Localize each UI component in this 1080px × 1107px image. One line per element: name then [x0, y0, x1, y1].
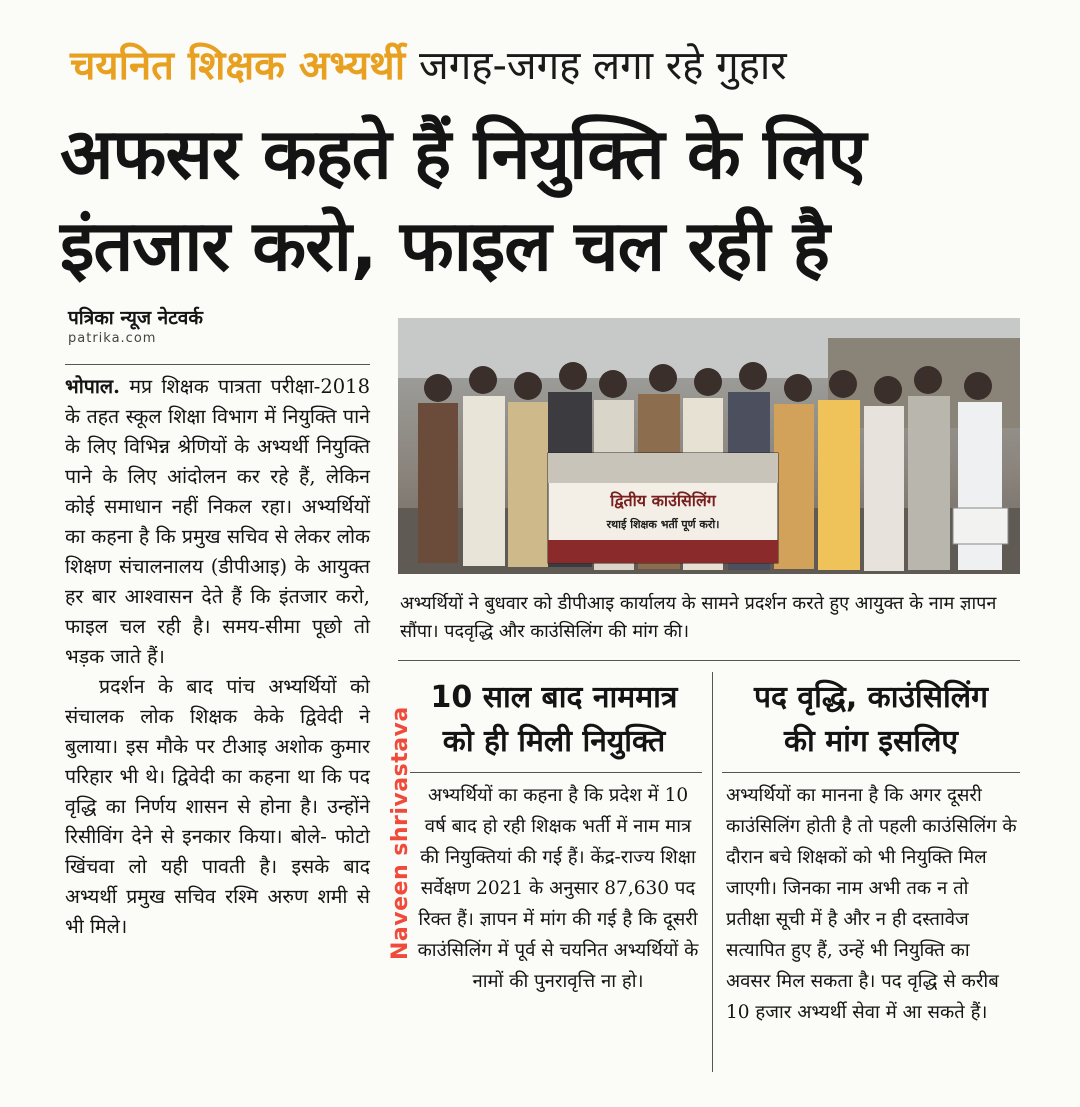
headline-line-2: इंतजार करो, फाइल चल रही है [60, 205, 829, 287]
section-2-title-line-1: 10 साल बाद नाममात्र [430, 680, 678, 715]
dateline-place: भोपाल. [65, 375, 120, 398]
column-1-para-1: मप्र शिक्षक पात्रता परीक्षा-2018 के तहत स्कूल शिक्षा विभाग में नियुक्ति पाने के लिए विभिन्न श्रेणियों के अभ्यर्थी नियुक्ति पाने के लिए आंदोलन कर रहे हैं, लेकिन कोई समाधान नहीं निकल रहा। अभ्यर्थियों का कहना है कि प्रमुख सचिव से लेकर लोक शिक्षण संचालनालय (डीपीआइ) के आयुक्त हर बार आश्वासन देते हैं कि इंतजार करो, फाइल चल रही है। समय-सीमा पूछो तो भड़क जाते हैं। [65, 375, 370, 668]
kicker-rest: जगह-जगह लगा रहे गुहार [419, 43, 787, 89]
byline-site: patrika.com [68, 331, 157, 346]
section-3-title-line-2: की मांग इसलिए [783, 724, 958, 759]
watermark-signature: Naveen shrivastava [388, 706, 413, 960]
byline [68, 306, 203, 348]
banner-text-2: रथाई शिक्षक भर्ती पूर्ण करो। [606, 518, 720, 531]
section-2-divider [410, 772, 702, 773]
section-3-divider [722, 772, 1020, 773]
section-2-title [404, 676, 704, 764]
section-2-body: अभ्यर्थियों का कहना है कि प्रदेश में 10 वर्ष बाद हो रही शिक्षक भर्ती में नाम मात्र की नियुक्तियां की गई हैं। केंद्र-राज्य शिक्षा सर्वेक्षण 2021 के अनुसार 87,630 पद रिक्त हैं। ज्ञापन में मांग की गई है कि दूसरी काउंसिलिंग में पूर्व से चयनित अभ्यर्थियों के नामों की पुनरावृत्ति ना हो। [417, 785, 699, 992]
photo-caption: अभ्यर्थियों ने बुधवार को डीपीआइ कार्यालय के सामने प्रदर्शन करते हुए आयुक्त के नाम ज्ञापन सौंपा। पदवृद्धि और काउंसिलिंग की मांग की। [400, 593, 997, 642]
section-3-body: अभ्यर्थियों का मानना है कि अगर दूसरी काउंसिलिंग होती है तो पहली काउंसिलिंग के दौरान बचे शिक्षकों को भी नियुक्ति मिल जाएगी। जिनका नाम अभी तक न तो प्रतीक्षा सूची में है और न ही दस्तावेज सत्यापित हुए हैं, उन्हें भी नियुक्ति का अवसर मिल सकता है। पद वृद्धि से करीब 10 हजार अभ्यर्थी सेवा में आ सकते हैं। [726, 785, 1017, 1023]
protest-photo-illustration [398, 318, 1020, 574]
column-divider [712, 672, 713, 1072]
protest-photo [398, 318, 1020, 574]
kicker-line [70, 38, 787, 94]
section-3-title [718, 676, 1024, 764]
caption-divider [398, 660, 1020, 661]
headline [60, 108, 865, 292]
headline-line-1: अफसर कहते हैं नियुक्ति के लिए [60, 113, 866, 195]
banner-text-1: द्वितीय काउंसिलिंग [610, 491, 716, 510]
byline-divider [65, 364, 370, 365]
kicker-highlight: चयनित शिक्षक अभ्यर्थी [70, 43, 406, 89]
section-3-title-line-1: पद वृद्धि, काउंसिलिंग [754, 680, 988, 715]
byline-network: पत्रिका न्यूज नेटवर्क [68, 307, 203, 329]
section-2-title-line-2: को ही मिली नियुक्ति [442, 724, 666, 759]
column-1 [65, 372, 370, 942]
column-1-para-2: प्रदर्शन के बाद पांच अभ्यर्थियों को संचालक लोक शिक्षक केके द्विवेदी ने बुलाया। इस मौके पर टीआइ अशोक कुमार परिहार भी थे। द्विवेदी का कहना था कि पद वृद्धि का निर्णय शासन से होना है। उन्होंने रिसीविंग देने से इनकार किया। बोले- फोटो खिंचवा लो यही पावती है। इसके बाद अभ्यर्थी प्रमुख सचिव रश्मि अरुण शमी से भी मिले। [65, 675, 370, 938]
